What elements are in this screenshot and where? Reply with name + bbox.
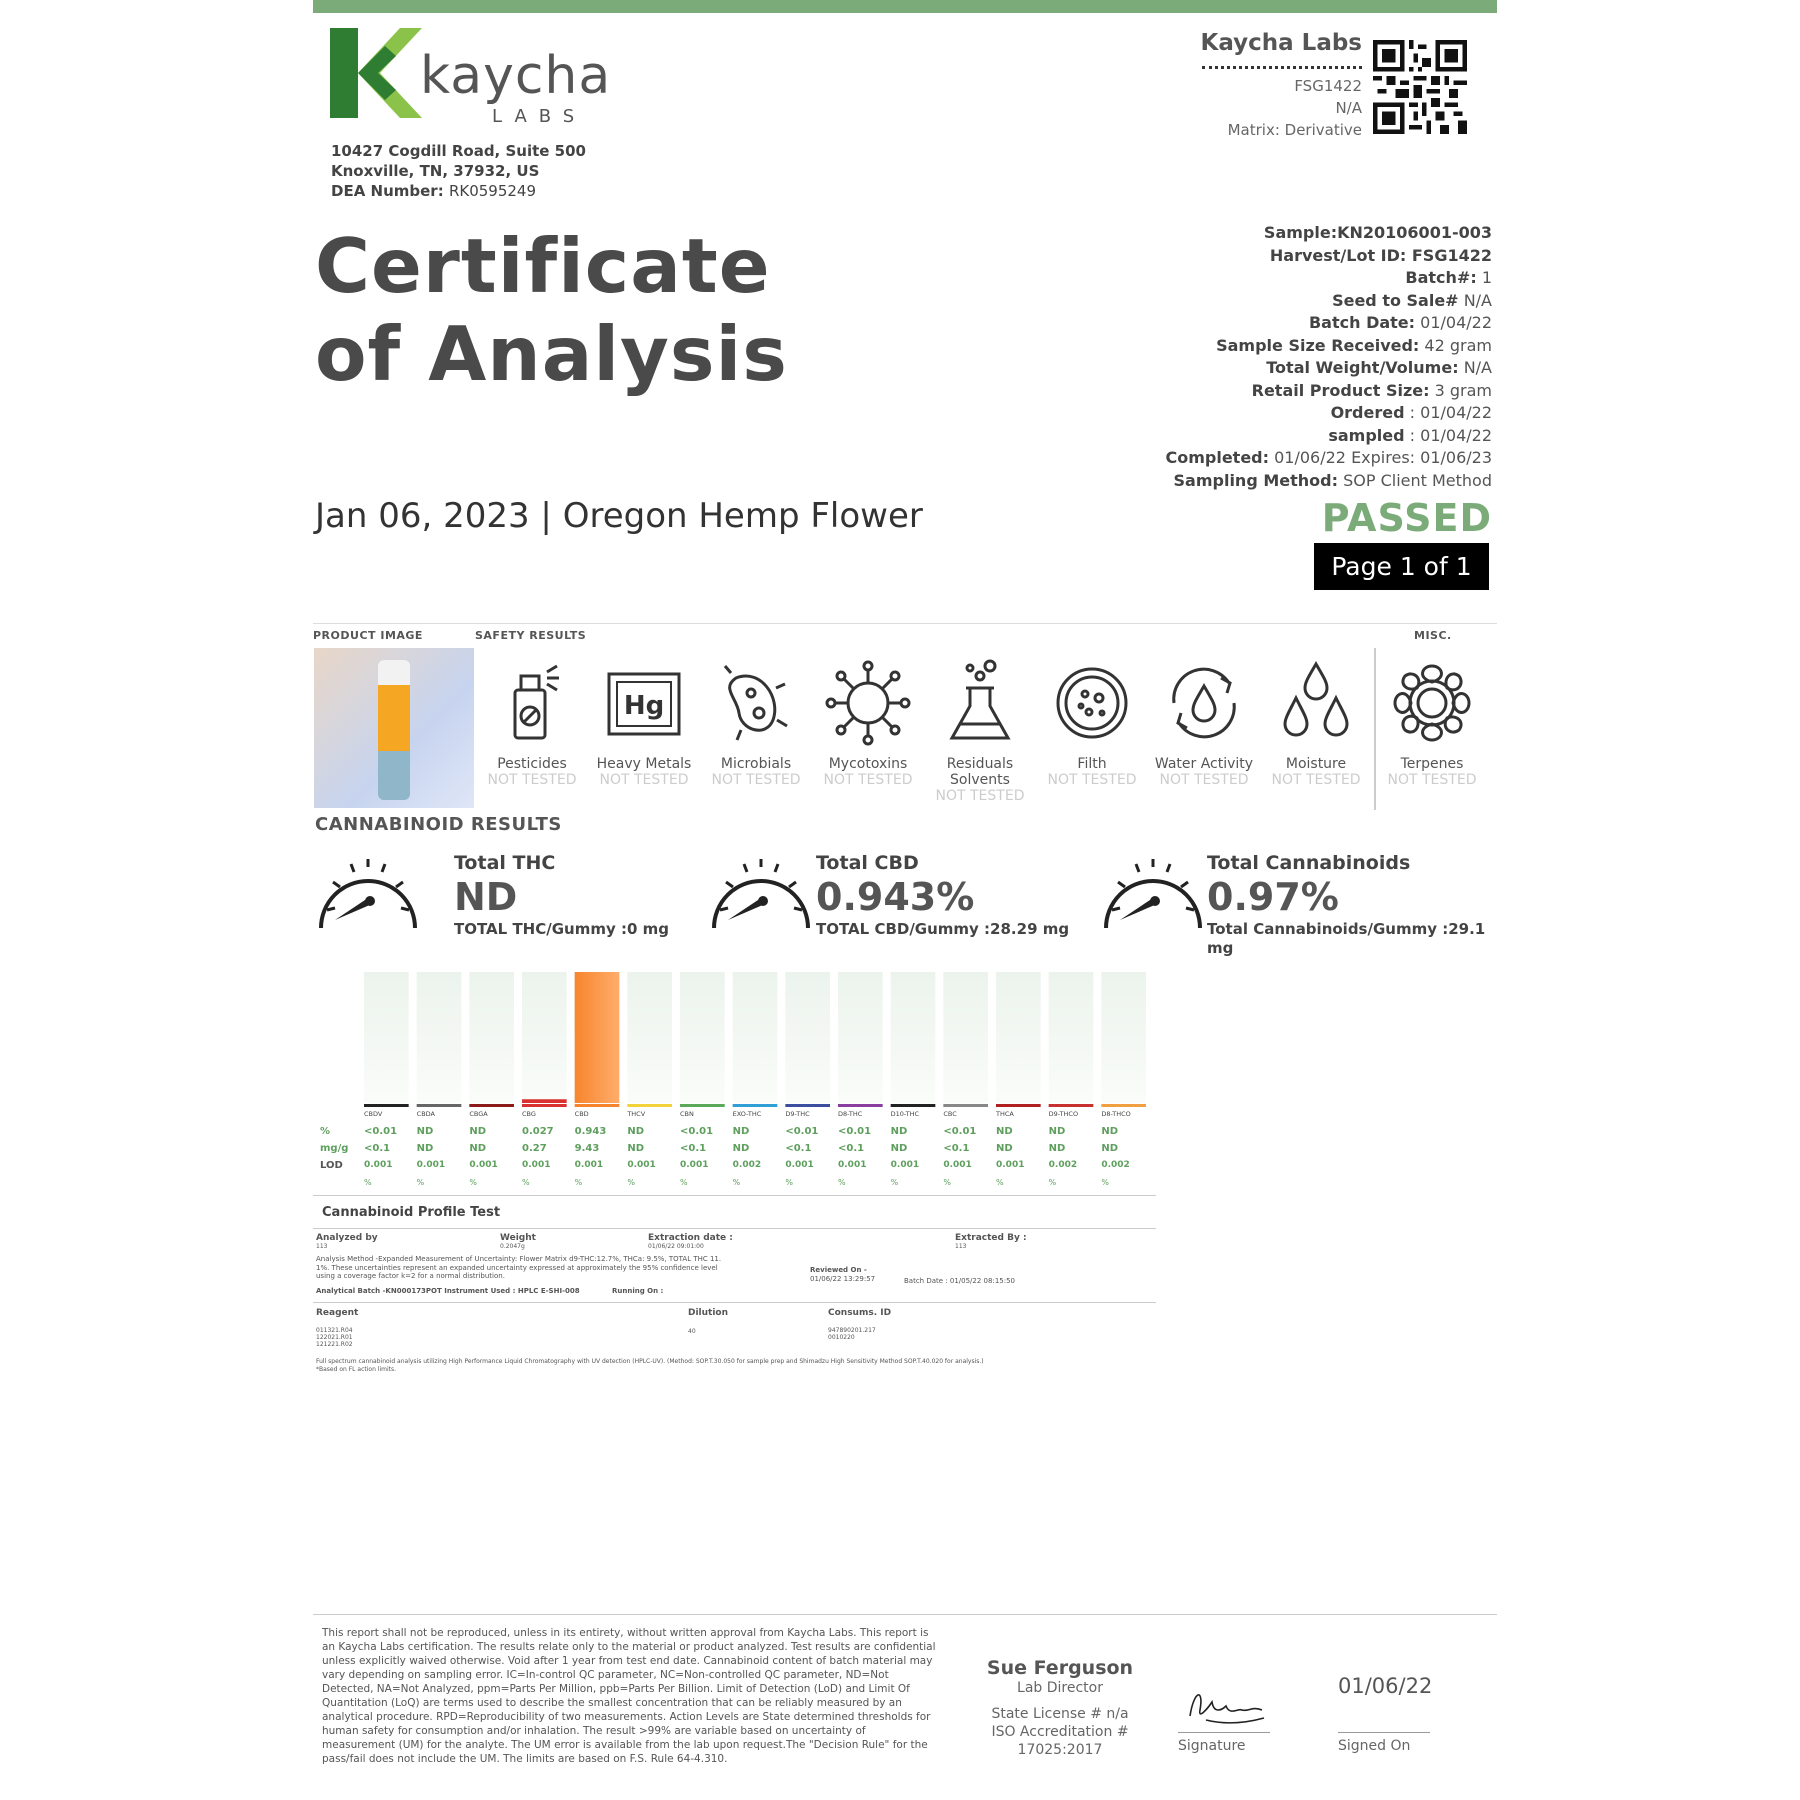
category-label: CBD xyxy=(574,1110,589,1118)
bar-baseline xyxy=(996,1104,1041,1107)
reviewed-on-label: Reviewed On - xyxy=(810,1266,867,1274)
category-label: D10-THC xyxy=(890,1110,920,1118)
meta-row xyxy=(1165,290,1492,313)
safety-name: Filth xyxy=(1077,756,1107,772)
meta-label: Total Weight/Volume: xyxy=(1266,358,1459,377)
logo-labs: LABS xyxy=(492,106,587,127)
table-cell: <0.01 xyxy=(364,1126,398,1137)
meta-row xyxy=(1165,380,1492,403)
bar-track xyxy=(1049,972,1094,1103)
title-line1: Certificate xyxy=(315,222,771,310)
meta-row xyxy=(1165,402,1492,425)
sample-metadata xyxy=(1165,222,1492,492)
safety-item-residual-solvents xyxy=(928,658,1032,805)
reagent-divider xyxy=(313,1302,1156,1303)
meta-label: sampled xyxy=(1328,425,1405,445)
meta-value: SOP Client Method xyxy=(1343,470,1492,490)
unit-cell: % xyxy=(890,1178,899,1187)
bar-track xyxy=(680,972,725,1103)
gauge-sub-line2: mg xyxy=(1207,939,1234,957)
gauge-cbd xyxy=(816,852,1069,939)
signed-date: 01/06/22 xyxy=(1338,1674,1433,1698)
meta-row xyxy=(1165,447,1492,470)
bar-track xyxy=(1101,972,1146,1103)
unit-row xyxy=(320,1178,1160,1192)
meta-row xyxy=(1165,357,1492,380)
table-cell: 0.001 xyxy=(469,1160,498,1170)
lab-address xyxy=(331,141,586,201)
iso-number: 17025:2017 xyxy=(1017,1742,1103,1758)
running-on: Running On : xyxy=(612,1287,664,1295)
meta-row xyxy=(1165,267,1492,290)
bar-baseline xyxy=(627,1104,672,1107)
unit-cell: % xyxy=(469,1178,477,1187)
table-cell: 0.001 xyxy=(416,1160,446,1170)
safety-item-mycotoxins xyxy=(816,658,920,789)
table-cell: ND xyxy=(1101,1143,1118,1154)
analyzed-by-label: Analyzed by xyxy=(316,1233,378,1243)
bar-track xyxy=(469,972,514,1103)
bar-track xyxy=(522,972,567,1103)
safety-name: Moisture xyxy=(1285,756,1347,772)
bar-baseline xyxy=(469,1104,514,1107)
category-label: CBDV xyxy=(364,1110,383,1118)
cannabinoid-bar-chart xyxy=(360,968,1150,1108)
unit-cell: % xyxy=(364,1178,372,1187)
category-label: CBG xyxy=(522,1110,536,1118)
reagent-item: 122021.R01 xyxy=(316,1334,353,1341)
gauge-value: 0.97% xyxy=(1207,875,1339,919)
safety-name: Residuals xyxy=(946,756,1014,772)
safety-status: NOT TESTED xyxy=(599,772,689,788)
meta-value: 01/04/22 xyxy=(1420,313,1492,332)
table-cell: <0.1 xyxy=(680,1143,707,1154)
header-matrix: Matrix: Derivative xyxy=(1227,121,1362,139)
title-line2: of Analysis xyxy=(315,310,788,398)
category-label: D8-THC xyxy=(838,1110,863,1118)
safety-item-pesticides xyxy=(480,658,584,789)
extraction-date-value: 01/06/22 09:01:00 xyxy=(648,1243,704,1250)
signature-label: Signature xyxy=(1178,1738,1246,1754)
footer-divider xyxy=(313,1614,1497,1615)
table-cell: <0.01 xyxy=(680,1126,714,1137)
meta-label: Sample Size Received: xyxy=(1216,335,1420,355)
category-label: THCV xyxy=(627,1110,646,1118)
category-label: CBC xyxy=(943,1110,957,1118)
table-cell: ND xyxy=(996,1126,1013,1137)
meta-row xyxy=(1165,245,1492,268)
table-cell: 0.943 xyxy=(574,1126,607,1137)
gauge-thc xyxy=(454,852,669,939)
bar-cbg xyxy=(522,1099,567,1103)
safety-name: Microbials xyxy=(720,756,792,772)
profile-title: Cannabinoid Profile Test xyxy=(322,1205,501,1220)
unit-cell: % xyxy=(943,1178,951,1187)
table-cell: 0.002 xyxy=(732,1160,762,1170)
row-label: LOD xyxy=(320,1160,343,1171)
extraction-date xyxy=(648,1233,733,1250)
gauge-sub: Total Cannabinoids/Gummy :29.1 xyxy=(1207,920,1486,938)
signer-role: Lab Director xyxy=(1017,1680,1103,1696)
table-cell: ND xyxy=(996,1143,1013,1154)
dea-number: RK0595249 xyxy=(448,182,537,200)
meta-row xyxy=(1165,425,1492,448)
address-line1: 10427 Cogdill Road, Suite 500 xyxy=(331,142,586,160)
table-cell: 0.001 xyxy=(943,1160,972,1170)
signer-name: Sue Ferguson xyxy=(986,1657,1134,1679)
unit-cell: % xyxy=(574,1178,583,1187)
unit-cell: % xyxy=(416,1178,425,1187)
iso-label: ISO Accreditation # xyxy=(991,1724,1129,1740)
safety-status: NOT TESTED xyxy=(823,772,913,788)
signed-on-line xyxy=(1338,1732,1430,1733)
flask-icon xyxy=(940,658,1020,748)
safety-name: Mycotoxins xyxy=(828,756,908,772)
gauge-total-cannabinoids xyxy=(1207,852,1485,958)
table-cell: 0.001 xyxy=(996,1160,1025,1170)
safety-results-label: SAFETY RESULTS xyxy=(475,629,587,642)
analysis-method-line3: using a coverage factor k=2 for a normal distribution. xyxy=(316,1272,505,1280)
flower-icon xyxy=(1387,658,1477,748)
table-cell: 0.001 xyxy=(574,1160,604,1170)
signer-block xyxy=(985,1657,1135,1759)
meta-value: N/A xyxy=(1463,358,1492,377)
status-badge: PASSED xyxy=(1321,496,1492,540)
reviewed-on-value: 01/06/22 13:29:57 xyxy=(810,1275,876,1283)
bar-track xyxy=(785,972,830,1103)
consums-item: 0010220 xyxy=(828,1334,855,1341)
section-divider xyxy=(313,623,1497,624)
total-cannabinoids-gauge-icon xyxy=(1098,850,1208,935)
page-indicator: Page 1 of 1 xyxy=(1314,543,1489,590)
meta-value: 3 gram xyxy=(1434,380,1492,400)
row-label: % xyxy=(320,1126,331,1137)
safety-status: NOT TESTED xyxy=(1271,772,1361,788)
bar-baseline xyxy=(522,1104,567,1107)
bar-baseline xyxy=(733,1104,778,1107)
misc-name: Terpenes xyxy=(1400,756,1464,772)
meta-row xyxy=(1165,335,1492,358)
table-cell: 0.001 xyxy=(364,1160,393,1170)
meta-label: Sample:KN20106001-003 xyxy=(1263,223,1492,242)
table-cell: 0.002 xyxy=(1101,1160,1130,1170)
table-cell: ND xyxy=(469,1126,486,1137)
bar-cbd xyxy=(575,972,620,1103)
category-label: D8-THCO xyxy=(1101,1110,1131,1118)
bar-track xyxy=(627,972,672,1103)
table-cell: ND xyxy=(732,1143,750,1154)
table-cell: ND xyxy=(890,1126,908,1137)
cannabinoid-results-title: CANNABINOID RESULTS xyxy=(315,814,562,835)
extraction-date-label: Extraction date : xyxy=(648,1233,733,1243)
meta-label: Completed: xyxy=(1165,448,1270,467)
action-limits-note: *Based on FL action limits. xyxy=(316,1366,397,1373)
bar-baseline xyxy=(1101,1104,1146,1107)
microbe-icon xyxy=(711,658,801,748)
spray-bottle-icon xyxy=(497,658,567,748)
thc-gauge-icon xyxy=(313,850,423,935)
gauge-title: Total CBD xyxy=(816,852,919,874)
table-cell: <0.1 xyxy=(785,1143,812,1154)
category-label: THCA xyxy=(996,1110,1014,1118)
meta-label: Sampling Method: xyxy=(1173,470,1338,490)
table-cell: 0.001 xyxy=(627,1160,656,1170)
dilution-value: 40 xyxy=(688,1328,696,1335)
gauge-sub: TOTAL THC/Gummy :0 mg xyxy=(454,920,669,938)
table-cell: 0.001 xyxy=(838,1160,867,1170)
meta-value: 01/06/22 Expires: 01/06/23 xyxy=(1274,448,1492,467)
address-line2: Knoxville, TN, 37932, US xyxy=(331,162,540,180)
table-cell: ND xyxy=(732,1126,750,1137)
unit-cell: % xyxy=(1048,1178,1057,1187)
unit-cell: % xyxy=(732,1178,741,1187)
table-cell: <0.01 xyxy=(838,1126,872,1137)
misc-status: NOT TESTED xyxy=(1387,772,1477,788)
table-cell: 0.001 xyxy=(890,1160,920,1170)
bar-baseline xyxy=(364,1104,409,1107)
weight-label: Weight xyxy=(500,1233,536,1243)
misc-item-terpenes xyxy=(1380,658,1484,789)
unit-cell: % xyxy=(522,1178,530,1187)
dotted-divider xyxy=(1202,66,1362,69)
category-label: D9-THCO xyxy=(1048,1110,1079,1118)
bar-baseline xyxy=(575,1104,620,1107)
bar-track xyxy=(996,972,1041,1103)
bar-baseline xyxy=(838,1104,883,1107)
reagent-label: Reagent xyxy=(316,1308,359,1318)
analyzed-by xyxy=(316,1233,378,1250)
category-label: EXO-THC xyxy=(732,1110,762,1118)
unit-cell: % xyxy=(785,1178,793,1187)
heavy-metal-icon xyxy=(599,658,689,748)
batch-date: Batch Date : 01/05/22 08:15:50 xyxy=(904,1277,1015,1285)
safety-item-filth xyxy=(1040,658,1144,789)
safety-item-water-activity xyxy=(1152,658,1256,789)
misc-label: MISC. xyxy=(1414,629,1452,642)
bar-baseline xyxy=(785,1104,830,1107)
top-accent-bar xyxy=(313,0,1497,13)
safety-name: Pesticides xyxy=(497,756,567,772)
logo-word: kaycha xyxy=(420,46,612,106)
meta-row xyxy=(1165,470,1492,493)
unit-cell: % xyxy=(680,1178,688,1187)
safety-status: NOT TESTED xyxy=(1047,772,1137,788)
analysis-method xyxy=(316,1255,806,1281)
gauge-value: 0.943% xyxy=(816,875,975,919)
table-cell: 0.001 xyxy=(522,1160,551,1170)
table-cell: ND xyxy=(627,1126,644,1137)
gauge-sub: TOTAL CBD/Gummy :28.29 mg xyxy=(816,920,1070,938)
table-row xyxy=(320,1126,1160,1140)
table-cell: ND xyxy=(890,1143,908,1154)
qr-code-icon[interactable] xyxy=(1373,40,1467,134)
meta-label: Ordered xyxy=(1330,403,1405,422)
water-cycle-icon xyxy=(1159,658,1249,748)
meta-label: Batch Date: xyxy=(1308,313,1416,332)
hg-glyph: Hg xyxy=(623,691,665,721)
table-row xyxy=(320,1160,1160,1174)
signed-on-label: Signed On xyxy=(1338,1738,1411,1754)
category-label: CBN xyxy=(680,1110,694,1118)
analysis-method-line2: 1%. These uncertainties represent an expanded uncertainty expressed at approximately the 95% confidence level xyxy=(316,1263,718,1272)
extracted-by-label: Extracted By : xyxy=(955,1233,1027,1243)
bar-track xyxy=(417,972,462,1103)
analysis-method-line1: Analysis Method -Expanded Measurement of Uncertainty: Flower Matrix d9-THC:12.7%, THCa: 9.5%, TOTAL THC 11. xyxy=(316,1255,722,1263)
profile-divider xyxy=(313,1195,1156,1196)
table-cell: <0.1 xyxy=(364,1143,391,1154)
reagent-item: 011321.R04 xyxy=(316,1327,353,1334)
product-image-label: PRODUCT IMAGE xyxy=(313,629,423,642)
gauge-title: Total Cannabinoids xyxy=(1207,852,1411,874)
weight-value: 0.2047g xyxy=(500,1243,525,1250)
meta-value: : 01/04/22 xyxy=(1409,403,1492,422)
dilution-label: Dilution xyxy=(688,1308,729,1318)
table-cell: <0.1 xyxy=(943,1143,970,1154)
table-cell: <0.01 xyxy=(943,1126,977,1137)
meta-row xyxy=(1165,222,1492,245)
meta-label: Seed to Sale# xyxy=(1332,290,1459,310)
bar-baseline xyxy=(680,1104,725,1107)
state-license: State License # n/a xyxy=(991,1706,1129,1722)
bar-track xyxy=(943,972,988,1103)
bar-baseline xyxy=(1049,1104,1094,1107)
table-cell: ND xyxy=(469,1143,486,1154)
header-na: N/A xyxy=(1335,99,1362,117)
table-cell: ND xyxy=(1101,1126,1118,1137)
meta-row xyxy=(1165,312,1492,335)
table-cell: 0.27 xyxy=(522,1143,547,1154)
safety-item-moisture xyxy=(1264,658,1368,789)
dea-label: DEA Number: xyxy=(331,182,444,200)
profile-divider-2 xyxy=(313,1228,1156,1229)
table-cell: 0.027 xyxy=(522,1126,554,1137)
table-cell: 9.43 xyxy=(574,1143,600,1154)
cbd-gauge-icon xyxy=(706,850,816,935)
unit-cell: % xyxy=(996,1178,1004,1187)
extracted-by-value: 113 xyxy=(955,1243,967,1250)
bar-baseline xyxy=(891,1104,936,1107)
table-cell: 0.002 xyxy=(1048,1160,1078,1170)
droplets-icon xyxy=(1271,658,1361,748)
header-lab-info xyxy=(1201,30,1363,141)
safety-name: Water Activity xyxy=(1154,756,1254,772)
reagent-list xyxy=(316,1327,353,1348)
safety-status: NOT TESTED xyxy=(487,772,577,788)
safety-status: NOT TESTED xyxy=(711,772,801,788)
safety-name-line2: Solvents xyxy=(950,772,1010,788)
meta-value: : 01/04/22 xyxy=(1409,425,1492,445)
consums-label: Consums. ID xyxy=(828,1308,892,1318)
gauge-title: Total THC xyxy=(454,852,556,874)
unit-cell: % xyxy=(627,1178,635,1187)
bar-track xyxy=(891,972,936,1103)
bar-track xyxy=(733,972,778,1103)
reviewed-on xyxy=(810,1266,875,1284)
analyzed-by-value: 113 xyxy=(316,1243,328,1250)
meta-value: 1 xyxy=(1481,268,1492,287)
product-tube xyxy=(378,660,410,800)
table-cell: 0.001 xyxy=(785,1160,814,1170)
table-cell: <0.1 xyxy=(838,1143,865,1154)
bar-baseline xyxy=(943,1104,988,1107)
row-label: mg/g xyxy=(320,1143,349,1154)
reagent-item: 121221.R02 xyxy=(316,1341,353,1348)
consums-item: 947890201.217 xyxy=(828,1327,876,1334)
analytical-batch: Analytical Batch -KN000173POT Instrument Used : HPLC E-SHI-008 xyxy=(316,1287,580,1295)
page-title xyxy=(315,222,788,398)
safety-item-heavy-metals xyxy=(592,658,696,789)
safety-item-microbials xyxy=(704,658,808,789)
table-cell: ND xyxy=(1048,1143,1066,1154)
petri-dish-icon xyxy=(1047,658,1137,748)
unit-cell: % xyxy=(838,1178,846,1187)
table-cell: ND xyxy=(627,1143,644,1154)
safety-status: NOT TESTED xyxy=(935,788,1025,804)
extracted-by xyxy=(955,1233,1027,1250)
safety-status: NOT TESTED xyxy=(1159,772,1249,788)
disclaimer: This report shall not be reproduced, unless in its entirety, without written approval from Kaycha Labs. This report is an Kaycha Labs certification. The results relate only to the material or product analyzed. Test results are confidential unless explicitly waived otherwise. Void after 1 year from test end date. Cannabinoid content of batch material may vary depending on sampling error. IC=In-control QC parameter, NC=Non-controlled QC parameter, ND=Not Detected, NA=Not Analyzed, ppm=Parts Per Million, ppb=Parts Per Billion. Limit of Detection (LoD) and Limit Of Quantitation (LoQ) are terms used to describe the smallest concentration that can be reliably measured by an analytical procedure. RPD=Reproducibility of two measurements. Action Levels are State determined thresholds for human safety for consumption and/or inhalation. The result >99% are variable based on uncertainty of measurement (UM) for the analyte. The UM error is available from the lab upon request.The "Decision Rule" for the pass/fail does not include the UM. The limits are based on F.S. Rule 64-4.310. xyxy=(322,1627,936,1765)
virus-icon xyxy=(823,658,913,748)
bar-track xyxy=(838,972,883,1103)
lab-name: Kaycha Labs xyxy=(1200,30,1362,56)
meta-value: 42 gram xyxy=(1424,335,1492,355)
signature-image xyxy=(1182,1680,1268,1730)
bar-baseline xyxy=(417,1104,462,1107)
meta-value: N/A xyxy=(1463,290,1492,310)
safety-name: Heavy Metals xyxy=(596,756,692,772)
meta-label: Batch#: xyxy=(1405,268,1477,287)
table-header-row xyxy=(320,1110,1160,1124)
table-cell: ND xyxy=(416,1143,434,1154)
gauge-value: ND xyxy=(454,875,518,919)
unit-cell: % xyxy=(1101,1178,1109,1187)
table-cell: 0.001 xyxy=(680,1160,709,1170)
category-label: D9-THC xyxy=(785,1110,810,1118)
bar-track xyxy=(364,972,409,1103)
misc-divider xyxy=(1374,648,1376,810)
method-note: Full spectrum cannabinoid analysis utilizing High Performance Liquid Chromatography with UV detection (HPLC-UV). (Method: SOP.T.30.050 for sample prep and Shimadzu High Sensitivity Method SOP.T.40.020 for analysis.) xyxy=(316,1358,984,1365)
header-code: FSG1422 xyxy=(1294,77,1362,95)
table-row xyxy=(320,1143,1160,1157)
meta-label: Retail Product Size: xyxy=(1251,380,1430,400)
signature-line xyxy=(1178,1732,1270,1733)
weight xyxy=(500,1233,536,1250)
table-cell: ND xyxy=(416,1126,434,1137)
table-cell: <0.01 xyxy=(785,1126,819,1137)
consums-list xyxy=(828,1327,876,1341)
category-label: CBGA xyxy=(469,1110,488,1118)
meta-label: Harvest/Lot ID: FSG1422 xyxy=(1269,245,1492,265)
category-label: CBDA xyxy=(416,1110,435,1118)
report-subtitle: Jan 06, 2023 | Oregon Hemp Flower xyxy=(315,496,923,536)
table-cell: ND xyxy=(1048,1126,1066,1137)
